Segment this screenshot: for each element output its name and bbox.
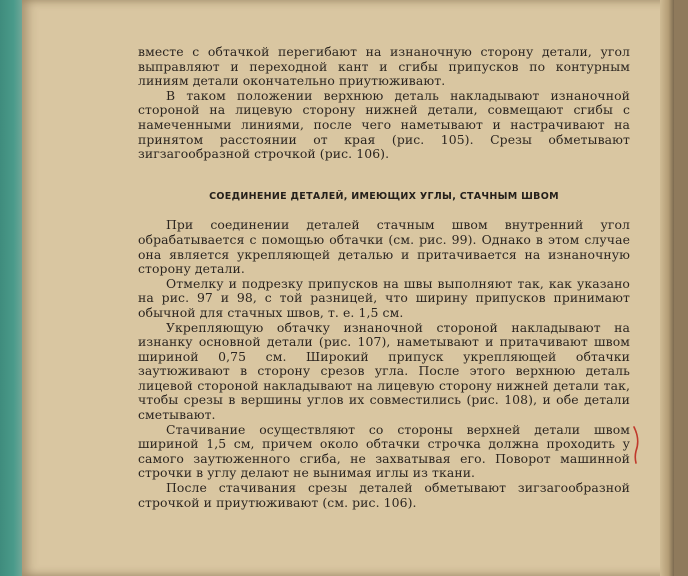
paragraph-3: При соединении деталей стачным швом внутренний угол обрабатывается с помощью обтачки (см. рис. 99). Однако в этом случае она является укрепляющей деталью и притачивается на изнаночную сторону детали. [138, 217, 630, 277]
page-text [138, 45, 630, 510]
paragraph-4: Отмелку и подрезку припусков на швы выполняют так, как указано на рис. 97 и 98, с той разницей, что ширину припусков принимают обычной для стачных швов, т. е. 1,5 см. [138, 275, 630, 320]
page-edge [660, 0, 674, 576]
paragraph-7: После стачивания срезы деталей обметывают зигзагообразной строчкой и приутюживают (см. рис. 106). [138, 480, 630, 510]
paragraph-1: вместе с обтачкой перегибают на изнаночную сторону детали, угол выправляют и переходной кант и сгибы припусков по контурным линиям детали окончательно приутюживают. [138, 44, 630, 89]
paragraph-2: В таком положении верхнюю деталь накладывают изнаночной стороной на лицевую сторону нижней детали, совмещают сгибы с намеченными линиями, после чего наметывают и настрачивают на принятом расстоянии от края (рис. 105). Срезы обметывают зигзагообразной строчкой (рис. 106). [138, 87, 630, 162]
paragraph-5: Укрепляющую обтачку изнаночной стороной накладывают на изнанку основной детали (рис. 107), наметывают и притачивают швом шириной 0,75 см. Широкий припуск укрепляющей обтачки заутюживают в сторону срезов угла. После этого верхнюю деталь лицевой стороной накладывают на лицевую сторону нижней детали так, чтобы срезы в вершины углов их совместились (рис. 108), и обе детали сметывают. [138, 319, 630, 423]
paragraph-6: Стачивание осуществляют со стороны верхней детали швом шириной 1,5 см, причем около обтачки строчка должна проходить у самого заутюженного сгиба, не захватывая его. Поворот машинной строчки в углу делают не вынимая иглы из ткани. [138, 421, 630, 481]
section-heading: СОЕДИНЕНИЕ ДЕТАЛЕЙ, ИМЕЮЩИХ УГЛЫ, СТАЧНЫМ ШВОМ [209, 190, 559, 202]
red-pencil-margin-mark [631, 425, 641, 465]
